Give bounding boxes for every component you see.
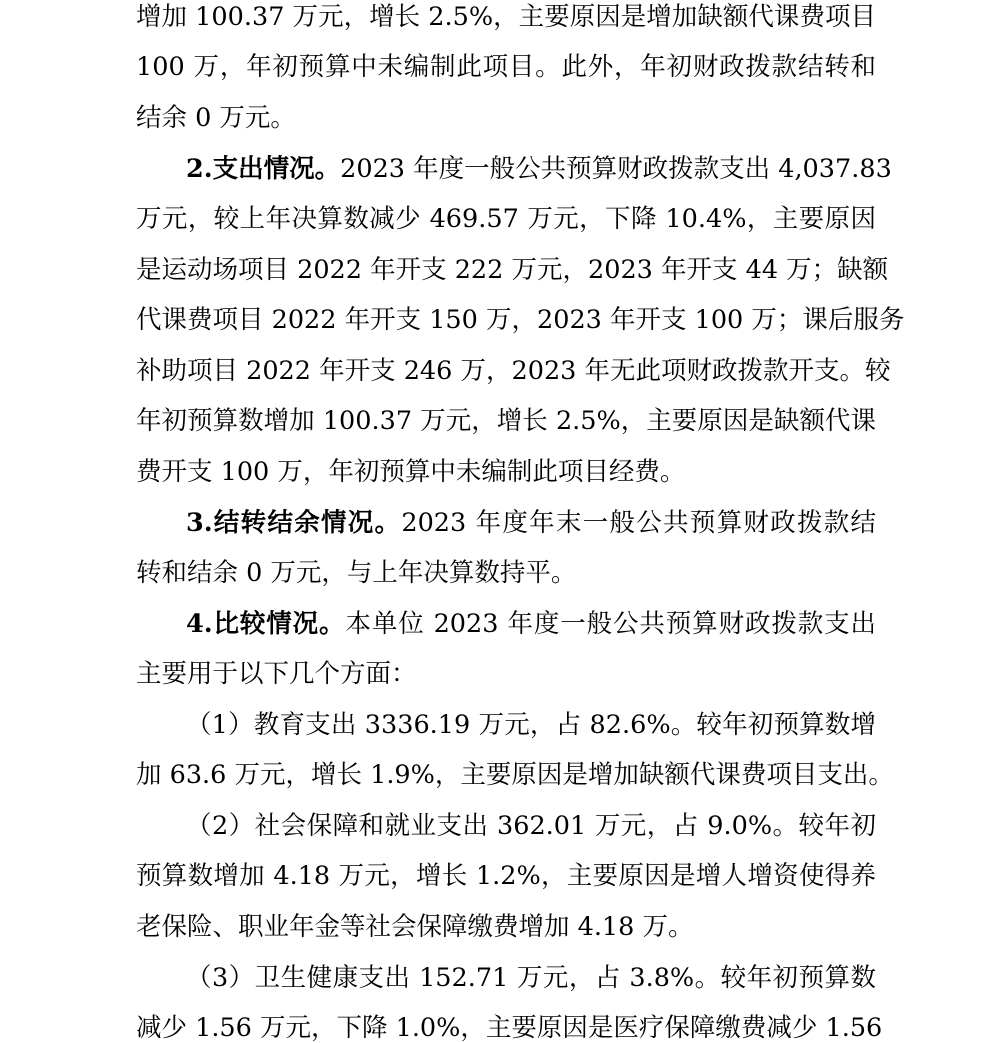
section-heading: 2.支出情况。 [186, 154, 341, 184]
text-line: 代课费项目 2022 年开支 150 万，2023 年开支 100 万；课后服务 [136, 305, 905, 335]
list-item-first-line: （1）教育支出 3336.19 万元，占 82.6%。较年初预算数增 [186, 710, 876, 740]
section-heading: 4.比较情况。 [186, 609, 346, 639]
text-line: 结余 0 万元。 [136, 103, 296, 133]
list-item-first-line: （2）社会保障和就业支出 362.01 万元，占 9.0%。较年初 [186, 811, 876, 841]
section-text: 2023 年度一般公共预算财政拨款支出 4,037.83 [340, 154, 892, 184]
text-line: 预算数增加 4.18 万元，增长 1.2%，主要原因是增人增资使得养 [136, 861, 876, 891]
section-heading: 3.结转结余情况。 [186, 508, 402, 538]
list-item-first-line: （3）卫生健康支出 152.71 万元，占 3.8%。较年初预算数 [186, 963, 876, 993]
text-line: 100 万，年初预算中未编制此项目。此外，年初财政拨款结转和 [136, 52, 876, 82]
section-text: 本单位 2023 年度一般公共预算财政拨款支出 [345, 609, 876, 639]
text-line: 是运动场项目 2022 年开支 222 万元，2023 年开支 44 万；缺额 [136, 255, 889, 285]
text-line: 补助项目 2022 年开支 246 万，2023 年无此项财政拨款开支。较 [136, 356, 891, 386]
section-first-line [186, 607, 876, 641]
text-line: 增加 100.37 万元，增长 2.5%，主要原因是增加缺额代课费项目 [136, 2, 876, 32]
text-line: 费开支 100 万，年初预算中未编制此项目经费。 [136, 457, 686, 487]
text-line: 加 63.6 万元，增长 1.9%，主要原因是增加缺额代课费项目支出。 [136, 760, 894, 790]
text-line: 转和结余 0 万元，与上年决算数持平。 [136, 558, 577, 588]
text-line: 老保险、职业年金等社会保障缴费增加 4.18 万。 [136, 912, 694, 942]
text-line: 年初预算数增加 100.37 万元，增长 2.5%，主要原因是缺额代课 [136, 406, 876, 436]
section-first-line [186, 506, 876, 540]
text-line: 万元，较上年决算数减少 469.57 万元，下降 10.4%，主要原因 [136, 204, 876, 234]
section-first-line [186, 152, 892, 186]
section-text: 2023 年度年末一般公共预算财政拨款结 [401, 508, 876, 538]
text-line: 减少 1.56 万元，下降 1.0%，主要原因是医疗保障缴费减少 1.56 [136, 1013, 883, 1043]
text-line: 主要用于以下几个方面： [136, 659, 417, 689]
